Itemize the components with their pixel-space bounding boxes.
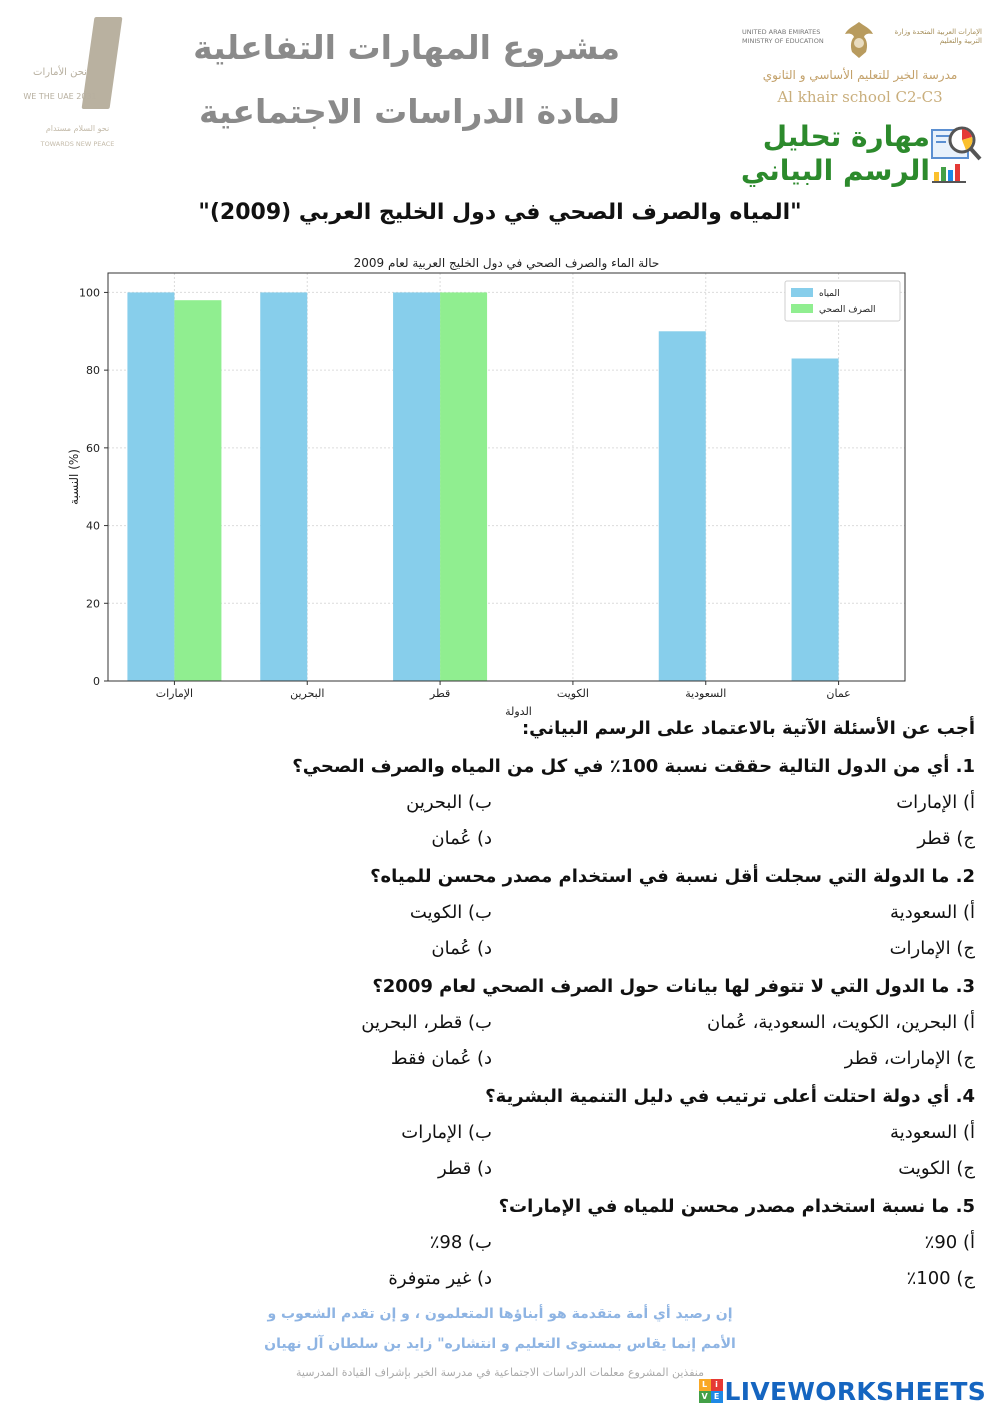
question-1: 1. أي من الدول التالية حققت نسبة 100٪ في كل من المياه والصرف الصحي؟	[292, 756, 975, 777]
skill-title	[730, 120, 930, 188]
bar-water-4	[659, 331, 706, 681]
y-axis-label: النسبة (%)	[67, 449, 81, 505]
y-tick-label: 40	[86, 519, 100, 533]
q4-option-b[interactable]: ب) الإمارات	[401, 1122, 492, 1143]
chart-magnifier-icon	[930, 122, 982, 184]
cube-i: i	[711, 1379, 723, 1391]
zayed-quote-line1: إن رصيد أي أمة متقدمة هو أبناؤها المتعلمون ، و إن تقدم الشعوب و	[267, 1306, 733, 1322]
q1-option-a[interactable]: أ) الإمارات	[896, 792, 975, 813]
x-tick-label: البحرين	[290, 687, 325, 700]
q1-option-b[interactable]: ب) البحرين	[406, 792, 492, 813]
q4-option-d[interactable]: د) قطر	[437, 1158, 492, 1179]
project-credit: منفذين المشروع معلمات الدراسات الاجتماعية في مدرسة الخير بإشراف القيادة المدرسية	[296, 1366, 704, 1379]
bar-water-1	[260, 292, 307, 681]
question-5: 5. ما نسبة استخدام مصدر محسن للمياه في الإمارات؟	[498, 1196, 975, 1217]
logo-text-en: WE THE UAE 2031	[23, 92, 97, 101]
q2-option-a[interactable]: أ) السعودية	[890, 902, 975, 923]
ministry-name-ar: الإمارات العربية المتحدة وزارة التربية والتعليم	[894, 28, 982, 45]
q2-option-b[interactable]: ب) الكويت	[409, 902, 492, 923]
project-title-line1: مشروع المهارات التفاعلية	[193, 28, 620, 67]
legend-box	[785, 281, 900, 321]
y-tick-label: 60	[86, 441, 100, 455]
cube-e: E	[711, 1391, 723, 1403]
q1-option-c[interactable]: ج) قطر	[917, 828, 975, 849]
question-4: 4. أي دولة احتلت أعلى ترتيب في دليل التنمية البشرية؟	[485, 1086, 975, 1107]
y-tick-label: 0	[93, 675, 100, 688]
school-name-en: Al khair school C2-C3	[777, 88, 943, 106]
x-tick-label: السعودية	[685, 687, 727, 700]
legend-swatch	[791, 288, 813, 297]
q3-option-d[interactable]: د) عُمان فقط	[390, 1048, 492, 1069]
q1-option-d[interactable]: د) عُمان	[431, 828, 492, 849]
x-axis-label: الدولة	[505, 705, 532, 718]
logo-text-ar: نحن الأمارات	[33, 67, 87, 78]
x-tick-label: الكويت	[556, 687, 589, 700]
question-3: 3. ما الدول التي لا تتوفر لها بيانات حول الصرف الصحي لعام 2009؟	[372, 976, 975, 997]
zayed-quote-line2: الأمم إنما يقاس بمستوى التعليم و انتشاره" زايد بن سلطان آل نهيان	[264, 1336, 736, 1352]
q3-option-a[interactable]: أ) البحرين، الكويت، السعودية، عُمان	[707, 1012, 975, 1033]
q4-option-c[interactable]: ج) الكويت	[898, 1158, 975, 1179]
skill-title-line1: مهارة تحليل	[762, 120, 930, 153]
bar-sanitation-0	[174, 300, 221, 681]
y-tick-label: 20	[86, 597, 100, 611]
x-tick-label: الإمارات	[155, 687, 194, 700]
q4-option-a[interactable]: أ) السعودية	[890, 1122, 975, 1143]
y-tick-label: 100	[79, 286, 100, 300]
plot-frame	[108, 273, 905, 681]
x-tick-label: قطر	[429, 687, 451, 700]
question-2: 2. ما الدولة التي سجلت أقل نسبة في استخدام مصدر محسن للمياه؟	[370, 866, 975, 887]
ministry-logo	[742, 20, 982, 60]
document-title: "المياه والصرف الصحي في دول الخليج العربي (2009)"	[198, 200, 802, 225]
cube-v: V	[699, 1391, 711, 1403]
liveworksheets-cubes-icon	[699, 1379, 723, 1403]
logo-slogan-ar: نحو السلام مستدام	[45, 124, 110, 133]
q3-option-c[interactable]: ج) الإمارات، قطر	[844, 1048, 975, 1069]
legend-label: الصرف الصحي	[819, 305, 876, 315]
liveworksheets-wordmark: LIVEWORKSHEETS	[724, 1376, 986, 1406]
q2-option-c[interactable]: ج) الإمارات	[889, 938, 975, 959]
bar-water-0	[127, 292, 174, 681]
skill-title-line2: الرسم البياني	[740, 154, 930, 187]
uae-2031-logo	[20, 15, 135, 150]
questions-intro: أجب عن الأسئلة الآتية بالاعتماد على الرسم البياني:	[521, 718, 975, 739]
chart-title: حالة الماء والصرف الصحي في دول الخليج العربية لعام 2009	[353, 256, 660, 270]
bar-sanitation-2	[440, 292, 487, 681]
bar-water-5	[792, 358, 839, 681]
ministry-name-en: UNITED ARAB EMIRATES MINISTRY OF EDUCATION	[742, 28, 824, 45]
bar-chart	[0, 255, 1000, 725]
q2-option-d[interactable]: د) عُمان	[431, 938, 492, 959]
q5-option-b[interactable]: ب) 98٪	[429, 1232, 492, 1253]
q3-option-b[interactable]: ب) قطر، البحرين	[361, 1012, 492, 1033]
logo-slogan-en: TOWARDS NEW PEACE	[40, 140, 115, 148]
liveworksheets-logo[interactable]	[699, 1376, 986, 1406]
y-tick-label: 80	[86, 364, 100, 378]
legend-label: المياه	[819, 289, 840, 299]
school-name-ar: مدرسة الخير للتعليم الأساسي و الثانوي	[762, 68, 958, 82]
x-tick-label: عمان	[826, 687, 851, 700]
q5-option-d[interactable]: د) غير متوفرة	[388, 1268, 492, 1289]
cube-l: L	[699, 1379, 711, 1391]
bar-water-2	[393, 292, 440, 681]
q5-option-a[interactable]: أ) 90٪	[924, 1232, 975, 1253]
q5-option-c[interactable]: ج) 100٪	[906, 1268, 975, 1289]
falcon-emblem-icon	[842, 20, 876, 60]
legend-swatch	[791, 304, 813, 313]
project-title-line2: لمادة الدراسات الاجتماعية	[198, 92, 620, 131]
